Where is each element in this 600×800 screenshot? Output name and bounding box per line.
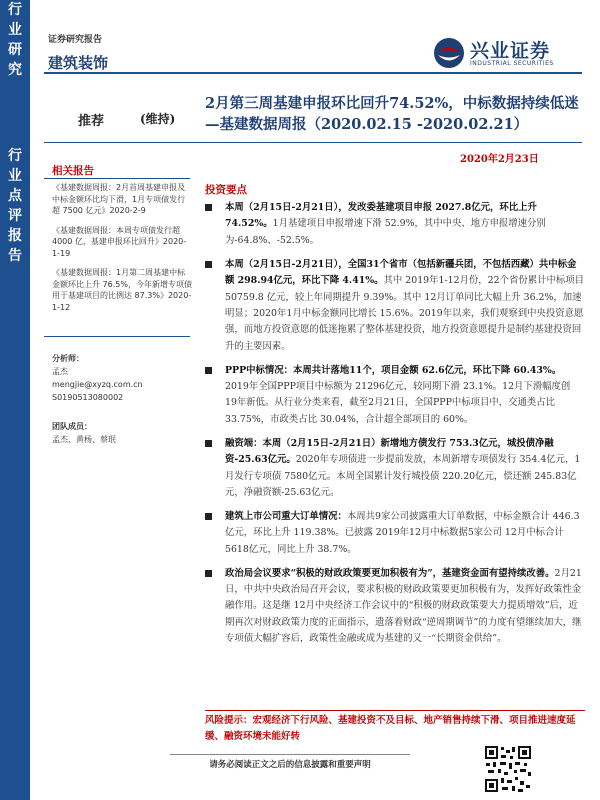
analyst-certificate: S0190513080002 [52, 393, 124, 402]
related-reports-heading: 相关报告 [52, 165, 94, 177]
bullet-square-icon [205, 204, 212, 211]
key-points-list [205, 200, 585, 655]
related-report-item[interactable]: 《基建数据周报：本周专项债发行超 4000 亿，基建申报环比回升》2020-1-19 [52, 225, 187, 258]
industrial-securities-logo-icon [432, 36, 466, 70]
header-divider [44, 72, 582, 74]
key-point-item [205, 566, 585, 648]
title-divider [44, 142, 582, 143]
band-char: 究 [8, 62, 22, 78]
key-point-body: 其中 2019年1-12月份，22个省份累计中标项目 50759.8 亿元，较上年同期提升 9.39%。其中 12月订单同比大幅上升 36.2%，加速明显；2020年1月中标金额同比增长 15.6%。2019年以来，我们观察到中央投资意愿强，而地方投资意愿的低迷拖累了整体基建投资，地方投资意愿提升是制约基建投资回升的主要因素。 [225, 275, 584, 352]
band-char: 行 [8, 148, 22, 164]
risk-divider [205, 710, 585, 711]
band-char: 业 [8, 22, 22, 38]
report-title: 2月第三周基建申报环比回升74.52%，中标数据持续低迷—基建数据周报（2020.02.15 -2020.02.21） [205, 95, 579, 133]
logo-name: 兴业证券 [470, 40, 551, 62]
risk-warning: 风险提示：宏观经济下行风险、基建投资不及目标、地产销售持续下滑、项目推进速度延缓、融资环境未能好转 [205, 715, 576, 742]
key-point-item [205, 436, 585, 502]
key-point-lead: 本周（2月15日-2月21日），发改委基建项目申报 2027.8亿元，环比上升 74.52%。 [225, 202, 537, 230]
rating-label: 推荐 [78, 114, 105, 129]
key-point-body: 2019年全国PPP项目中标额为 21296亿元，较同期下滑 23.1%。12月下滑幅度创 19年新低。从行业分类来看，截至2月21日，全国PPP中标项目中，交通类占比 33.75%，市政类占比 30.04%，合计超全部项目的 60%。 [225, 381, 571, 425]
band-char: 评 [8, 208, 22, 224]
key-point-lead: 建筑上市公司重大订单情况： [225, 510, 347, 522]
report-type: 证券研究报告 [48, 35, 103, 45]
band-char: 报 [8, 228, 22, 244]
bullet-square-icon [205, 261, 212, 268]
related-reports-list [52, 182, 192, 321]
key-point-body: 本周共9家公司披露重大订单数据，中标金额合计 446.3亿元，环比上升 119.38%。已披露 2019年12月中标数据5家公司 12月中标合计 5618亿元，同比上升 38.7%。 [225, 510, 580, 555]
band-label-industry-commentary [0, 146, 30, 266]
bullet-square-icon [205, 367, 212, 374]
key-point-lead: 本周（2月15日-2月21日），全国31个省市（包括新疆兵团，不包括西藏）共中标金额 298.94亿元，环比下降 4.41%。 [225, 258, 577, 287]
key-point-item [205, 200, 585, 249]
logo-english-name: INDUSTRIAL SECURITIES [470, 60, 554, 67]
band-char: 业 [8, 168, 22, 184]
key-point-item [205, 363, 585, 429]
key-point-body: 2月21日，中共中央政治局召开会议，要求积极的财政政策要更加积极有为，发挥好政策性金融作用。这是继 12月中央经济工作会议中的“积极的财政政策要大力提质增效”后，近期再次对财政政策力度的正面指示，遗落着财政“逆周期调节”的力度有望继续加大，继专项债大幅扩容后，政策性金融或成为基建的又一“长期资金供给”。 [225, 567, 582, 645]
rating-status: (维持) [140, 112, 176, 126]
key-points-heading: 投资要点 [205, 184, 247, 196]
band-char: 行 [8, 2, 22, 18]
bullet-square-icon [205, 570, 212, 577]
bullet-square-icon [205, 440, 212, 447]
band-label-industry-research [0, 0, 30, 80]
analyst-email[interactable]: mengjie@xyzq.com.cn [52, 380, 143, 389]
key-point-item [205, 509, 585, 558]
band-char: 研 [8, 42, 22, 58]
team-label: 团队成员： [52, 422, 92, 431]
disclaimer-text: 请务必阅读正文之后的信息披露和重要声明 [209, 760, 371, 770]
key-point-body: 2020年专项债进一步提前发放，本周新增专项债发行 354.4亿元，1月发行专项债 7580亿元。本周全国累计发行城投债 220.20亿元，偿还额 245.83亿元，净融资额-25.63亿元。 [225, 454, 581, 498]
band-char: 点 [8, 188, 22, 204]
key-point-body: 1月基建项目申报增速下滑 52.9%，其中中央、地方申报增速分别为-64.8%、-52.5%。 [225, 218, 546, 246]
key-point-lead: PPP中标情况：本周共计落地11个，项目金额 62.6亿元，环比下降 60.43%。 [225, 364, 562, 376]
key-point-lead: 政治局会议要求“积极的财政政策要更加积极有为”，基建资金面有望持续改善。 [225, 567, 555, 579]
report-date: 2020年2月23日 [460, 154, 539, 165]
left-color-band [0, 0, 30, 800]
company-logo [432, 36, 582, 70]
team-members: 孟杰、黄杨、蔡珉 [52, 435, 116, 444]
band-char: 告 [8, 248, 22, 264]
analyst-name: 孟杰 [52, 367, 68, 376]
analyst-label: 分析师： [52, 354, 84, 363]
related-report-item[interactable]: 《基建数据周报：1月第二周基建中标金额环比上升 76.5%，今年新增专项债用于基建项目的比例达 87.3%》2020-1-12 [52, 268, 192, 312]
team-info [52, 420, 192, 446]
sidebar-divider [44, 336, 190, 337]
bullet-square-icon [205, 513, 212, 520]
related-report-item[interactable]: 《基建数据周报：2月首周基建申报及中标金额环比均下滑，1月专项债发行超 7500 亿元》2020-2-9 [52, 183, 186, 215]
key-point-item [205, 257, 585, 355]
footer-divider [170, 754, 410, 755]
qr-code-icon [484, 745, 532, 793]
sidebar-divider [44, 178, 190, 179]
analyst-info [52, 352, 192, 404]
key-point-lead: 融资端：本周（2月15日-2月21日）新增地方债发行 753.3亿元，城投债净融资-25.63亿元。 [225, 437, 554, 466]
industry-name: 建筑装饰 [48, 54, 109, 72]
